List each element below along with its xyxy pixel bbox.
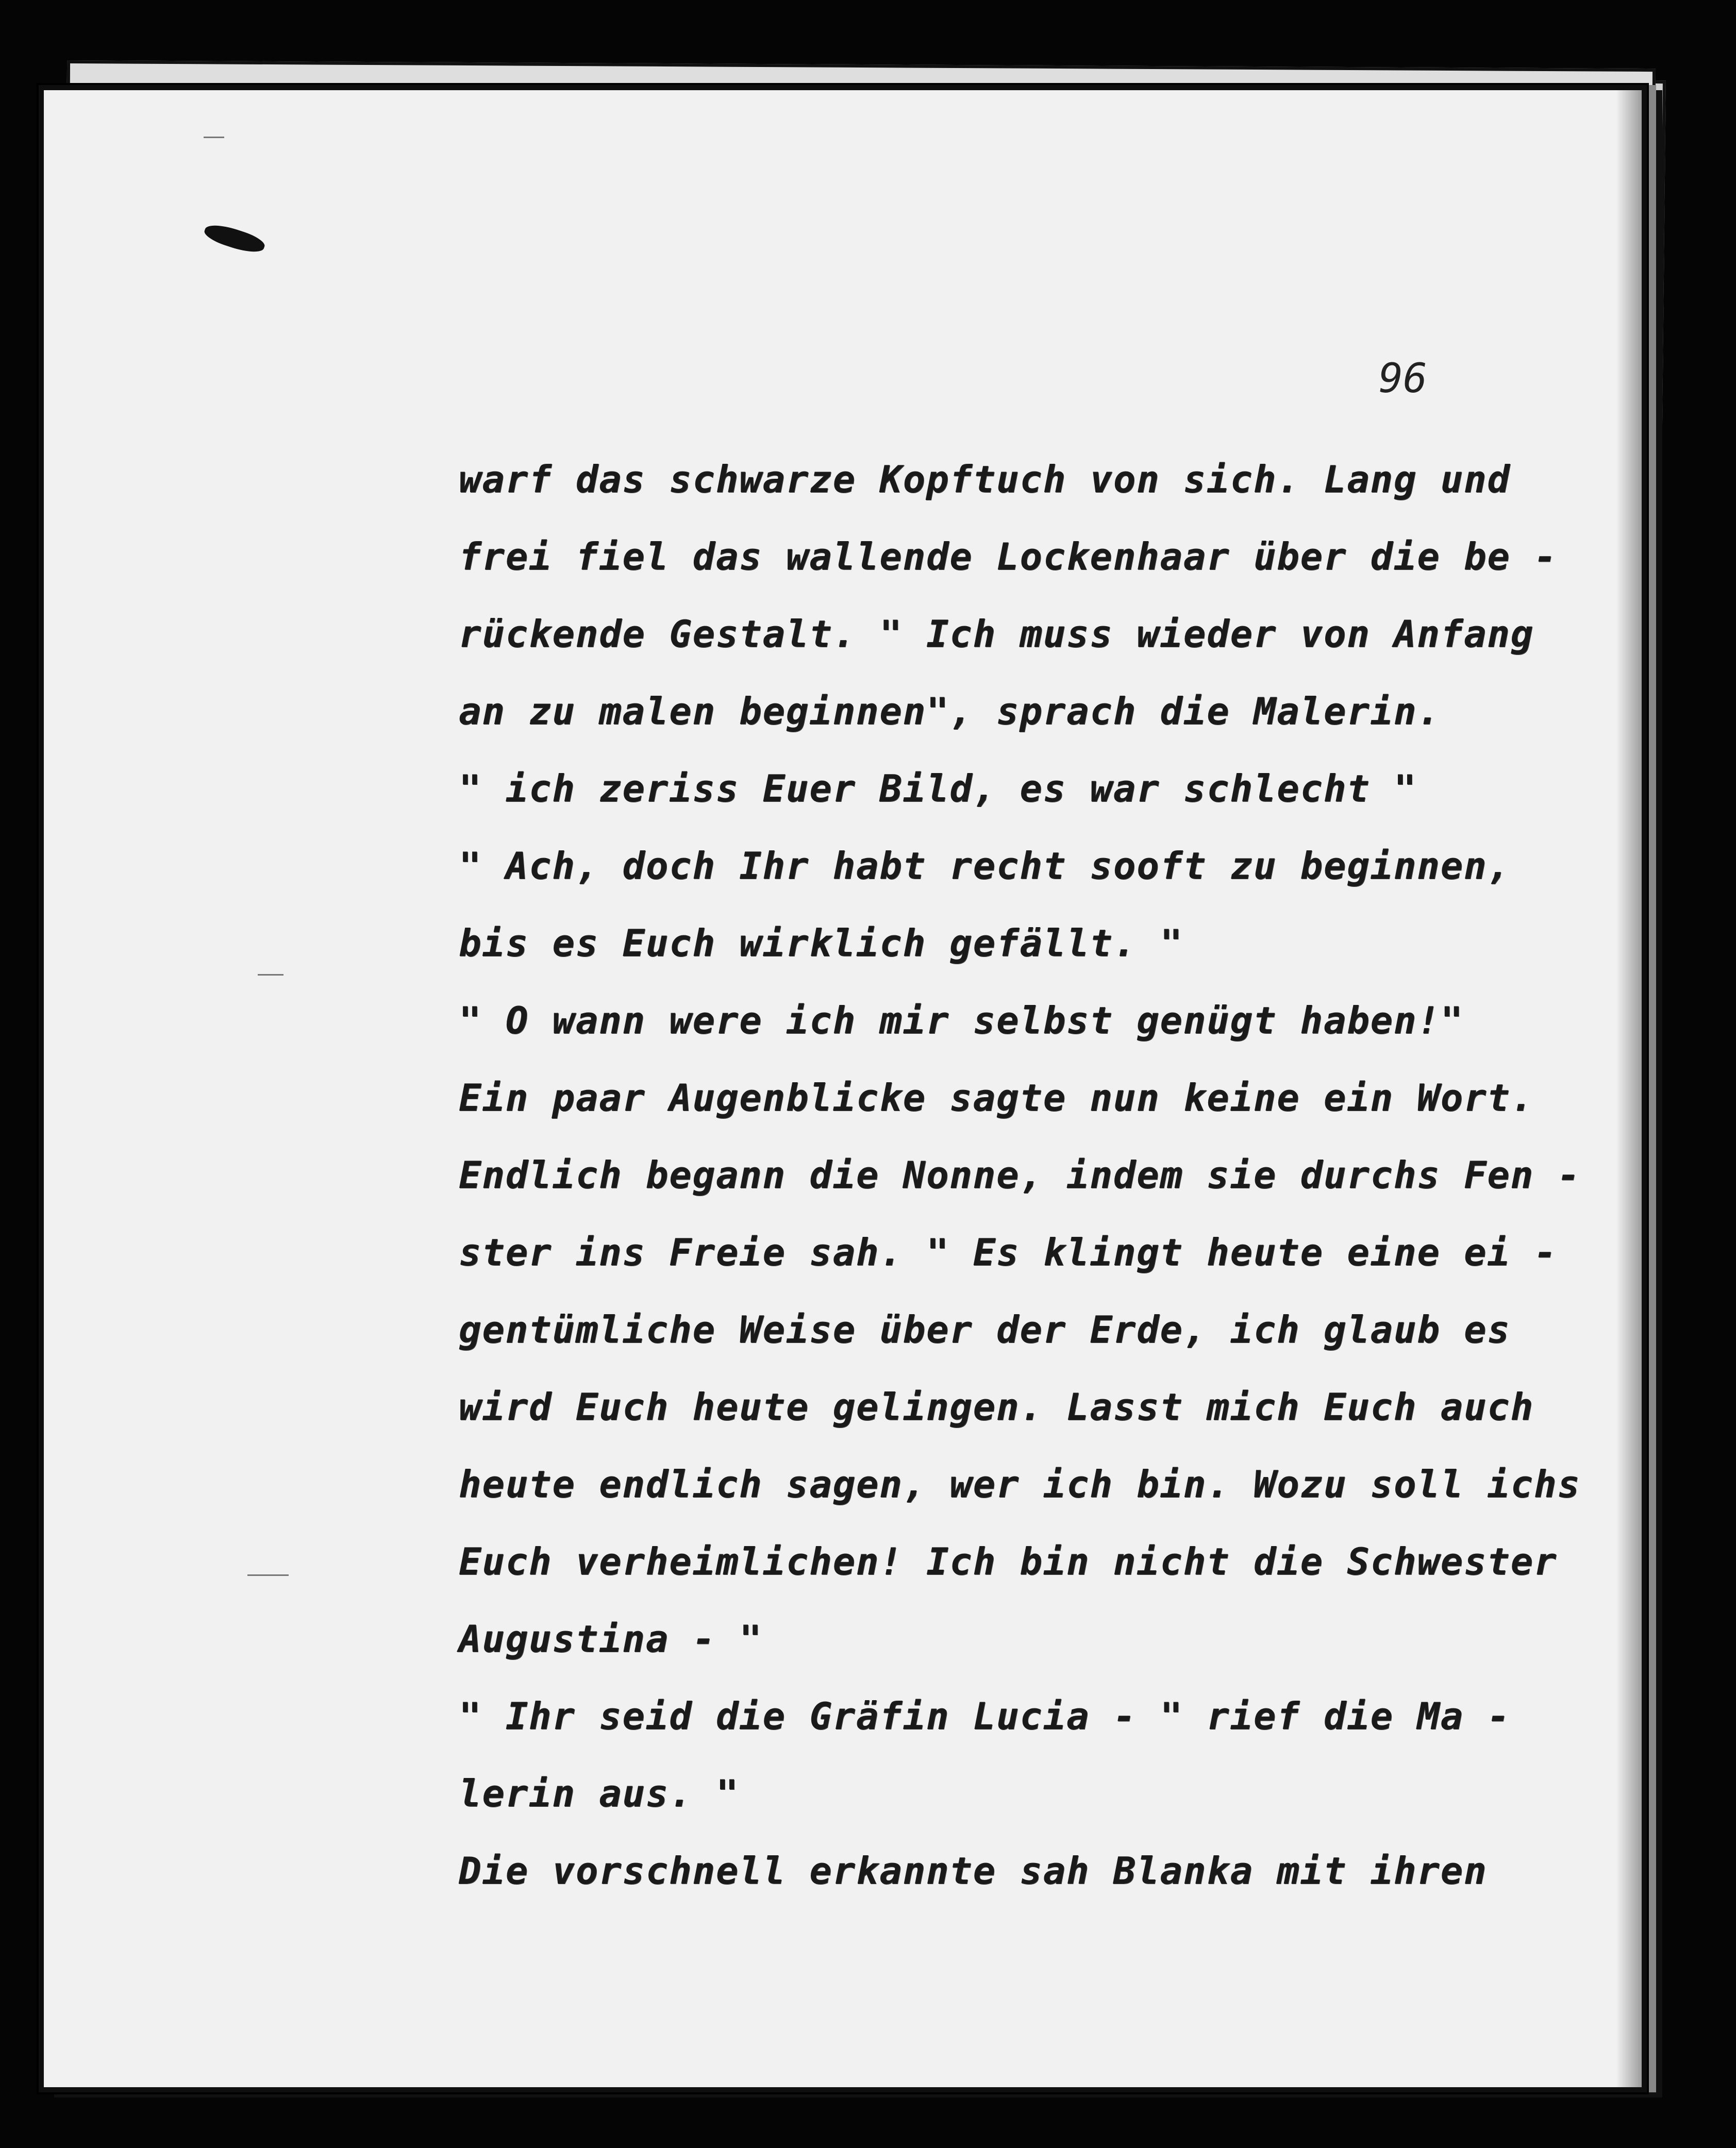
text-line: an zu malen beginnen", sprach die Malerin.: [459, 690, 1441, 733]
page-number: 96: [1379, 356, 1427, 402]
text-line: " ich zeriss Euer Bild, es war schlecht ": [459, 767, 1417, 810]
text-line: " Ach, doch Ihr habt recht sooft zu beginnen,: [459, 844, 1511, 887]
text-line: warf das schwarze Kopftuch von sich. Lang und: [459, 458, 1511, 501]
document-page: [39, 85, 1647, 2092]
margin-mark: [247, 1574, 289, 1576]
text-line: Euch verheimlichen! Ich bin nicht die Schwester: [459, 1540, 1558, 1583]
text-line: lerin aus. ": [459, 1772, 740, 1815]
text-line: rückende Gestalt. " Ich muss wieder von Anfang: [459, 612, 1534, 656]
text-line: " O wann were ich mir selbst genügt haben!": [459, 999, 1464, 1042]
text-line: heute endlich sagen, wer ich bin. Wozu soll ichs: [459, 1463, 1581, 1506]
text-line: Die vorschnell erkannte sah Blanka mit ihren: [459, 1849, 1488, 1892]
text-line: ster ins Freie sah. " Es klingt heute eine ei -: [459, 1231, 1558, 1274]
text-line: " Ihr seid die Gräfin Lucia - " rief die Ma -: [459, 1694, 1511, 1738]
text-line: Augustina - ": [459, 1617, 763, 1660]
text-line: Ein paar Augenblicke sagte nun keine ein Wort.: [459, 1076, 1534, 1119]
text-line: frei fiel das wallende Lockenhaar über die be -: [459, 535, 1558, 578]
text-line: bis es Euch wirklich gefällt. ": [459, 921, 1183, 965]
ink-blot: [202, 220, 266, 257]
text-line: Endlich begann die Nonne, indem sie durchs Fen -: [459, 1153, 1581, 1197]
typewritten-text: [459, 441, 1647, 1909]
text-line: gentümliche Weise über der Erde, ich glaub es: [459, 1308, 1511, 1351]
margin-mark: [204, 137, 224, 138]
margin-mark: [258, 974, 283, 976]
text-line: wird Euch heute gelingen. Lasst mich Euch auch: [459, 1385, 1534, 1429]
